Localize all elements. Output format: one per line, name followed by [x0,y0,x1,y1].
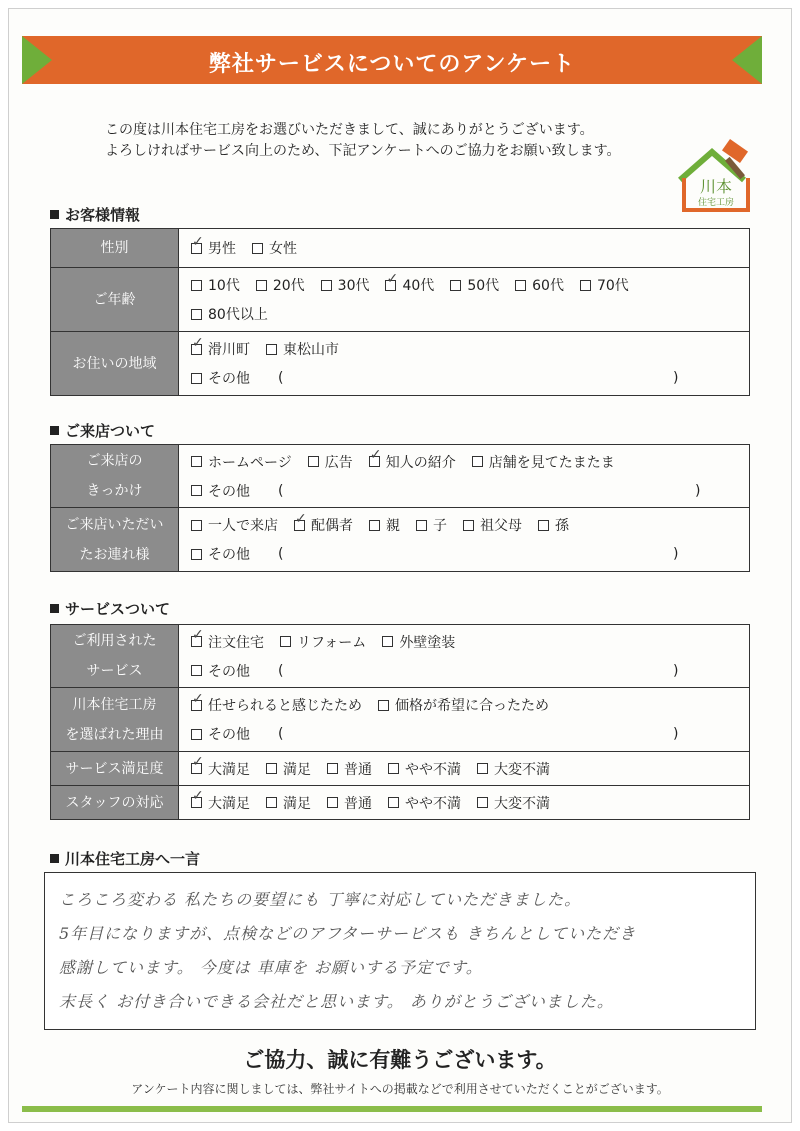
logo-text-2: 住宅工房 [697,198,735,208]
option-exterior-paint[interactable]: 外壁塗装 [382,632,455,652]
checkbox-checked[interactable] [385,280,396,291]
option-age-60[interactable]: 60代 [515,275,564,295]
option-sat-slightly-bad[interactable]: やや不満 [388,759,461,779]
checkbox[interactable] [191,280,202,291]
checkbox[interactable] [450,280,461,291]
section-comment-title: 川本住宅工房へ一言 [50,848,200,869]
option-walk-in[interactable]: 店舗を見てたまたま [472,452,615,472]
checkbox[interactable] [191,373,202,384]
checkbox[interactable] [416,520,427,531]
option-age-40[interactable]: ✓ 40代 [385,275,434,295]
checkbox[interactable] [191,485,202,496]
option-female[interactable]: 女性 [252,238,297,258]
paren-close: ) [695,482,701,499]
gender-row [51,229,749,267]
checkbox-checked[interactable] [191,763,202,774]
comment-line: 感謝しています。 今度は 車庫を お願いする予定です。 [59,958,483,977]
thanks-message: ご協力、誠に有難うございます。 [243,1048,557,1072]
reason-row [51,687,749,751]
section-visit-title: ご来店ついて [50,420,155,441]
checkbox-checked[interactable] [191,636,202,647]
option-spouse[interactable]: ✓ 配偶者 [294,515,353,535]
age-row [51,267,749,331]
option-staff-very-bad[interactable]: 大変不満 [477,793,550,813]
checkbox[interactable] [472,456,483,467]
option-companion-other[interactable]: その他 [191,544,250,564]
section-service-title: サービスついて [50,598,170,619]
option-parent[interactable]: 親 [369,515,400,535]
option-age-10[interactable]: 10代 [191,275,240,295]
paren-close: ) [673,726,679,742]
staff-row [51,785,749,819]
paren-close: ) [673,662,679,679]
option-grandchild[interactable]: 孫 [538,515,569,535]
option-reform[interactable]: リフォーム [280,632,366,652]
companion-label: ご来店いただい たお連れ様 [51,508,179,571]
option-child[interactable]: 子 [416,515,447,535]
option-sat-normal[interactable]: 普通 [327,759,372,779]
checkbox[interactable] [538,520,549,531]
reason-label: 川本住宅工房 を選ばれた理由 [51,688,179,751]
checkbox[interactable] [191,729,202,740]
checkbox[interactable] [327,797,338,808]
paren-open: ( [278,546,284,562]
option-sat-very[interactable]: ✓ 大満足 [191,759,250,779]
section-customer-title: お客様情報 [50,204,140,225]
checkbox-checked[interactable] [369,456,380,467]
checkbox-checked[interactable] [191,344,202,355]
checkbox-checked[interactable] [191,243,202,254]
visit-table [50,444,750,572]
option-age-20[interactable]: 20代 [256,275,305,295]
checkbox[interactable] [280,636,291,647]
comment-line: 5年目になりますが、点検などのアフターサービスも きちんとしていただき [59,924,637,943]
checkbox[interactable] [388,797,399,808]
comment-box[interactable] [44,872,756,1030]
option-grandparent[interactable]: 祖父母 [463,515,522,535]
paren-close: ) [673,370,679,386]
paren-open: ( [278,726,284,742]
option-staff-very[interactable]: ✓ 大満足 [191,793,250,813]
satisfaction-row [51,751,749,785]
checkbox[interactable] [321,280,332,291]
option-sat[interactable]: 満足 [266,759,311,779]
comment-line: 末長く お付き合いできる会社だと思います。 ありがとうございました。 [59,992,614,1011]
page-title: 弊社サービスについてのアンケート [208,52,576,77]
checkbox[interactable] [463,520,474,531]
option-age-80[interactable]: 80代以上 [191,304,268,324]
used-service-label: ご利用された サービス [51,625,179,687]
option-price[interactable]: 価格が希望に合ったため [378,695,549,715]
area-row [51,331,749,395]
checkbox-checked[interactable] [191,797,202,808]
option-used-other[interactable]: その他 [191,661,250,681]
paren-open: ( [278,370,284,386]
checkbox-checked[interactable] [294,520,305,531]
option-referral[interactable]: ✓ 知人の紹介 [369,452,456,472]
checkbox[interactable] [191,520,202,531]
checkbox[interactable] [327,763,338,774]
option-custom-house[interactable]: ✓ 注文住宅 [191,632,264,652]
option-namegawa[interactable]: ✓ 滑川町 [191,339,250,359]
title-banner [22,36,762,84]
paren-close: ) [673,546,679,562]
checkbox[interactable] [308,456,319,467]
option-age-50[interactable]: 50代 [450,275,499,295]
checkbox-checked[interactable] [191,700,202,711]
checkbox[interactable] [266,763,277,774]
age-label: ご年齢 [51,268,179,331]
option-staff[interactable]: 満足 [266,793,311,813]
checkbox[interactable] [252,243,263,254]
satisfaction-label: サービス満足度 [51,752,179,785]
option-age-30[interactable]: 30代 [321,275,370,295]
checkbox[interactable] [191,456,202,467]
checkbox[interactable] [378,700,389,711]
paren-open: ( [278,482,284,499]
checkbox[interactable] [382,636,393,647]
checkbox[interactable] [388,763,399,774]
option-male[interactable]: ✓ 男性 [191,238,236,258]
option-alone[interactable]: 一人で来店 [191,515,278,535]
used-service-row [51,625,749,687]
area-label: お住いの地域 [51,332,179,395]
gender-label: 性別 [51,229,179,267]
option-higashimatsuyama[interactable]: 東松山市 [266,339,339,359]
checkbox[interactable] [191,549,202,560]
option-reason-other[interactable]: その他 [191,724,250,744]
paren-open: ( [278,662,284,679]
option-age-70[interactable]: 70代 [580,275,629,295]
service-table [50,624,750,820]
comment-line: ころころ変わる 私たちの要望にも 丁寧に対応していただきました。 [59,890,582,909]
checkbox[interactable] [191,665,202,676]
checkbox[interactable] [515,280,526,291]
staff-label: スタッフの対応 [51,786,179,819]
checkbox[interactable] [191,309,202,320]
footer-bar [22,1106,762,1112]
usage-note: アンケート内容に関しましては、弊社サイトへの掲載などで利用させていただくことがございます。 [131,1082,669,1096]
checkbox[interactable] [256,280,267,291]
option-sat-very-bad[interactable]: 大変不満 [477,759,550,779]
checkbox[interactable] [369,520,380,531]
checkbox[interactable] [477,763,488,774]
company-logo-icon [672,138,764,218]
checkbox[interactable] [266,344,277,355]
intro-text [105,120,620,162]
checkbox[interactable] [266,797,277,808]
checkbox[interactable] [477,797,488,808]
intro-line-1: この度は川本住宅工房をお選びいただきまして、誠にありがとうございます。 [105,122,594,138]
option-ad[interactable]: 広告 [308,452,353,472]
trigger-label: ご来店の きっかけ [51,445,179,507]
trigger-row [51,445,749,507]
option-staff-slightly-bad[interactable]: やや不満 [388,793,461,813]
checkbox[interactable] [580,280,591,291]
option-homepage[interactable]: ホームページ [191,452,292,472]
option-trigger-other[interactable]: その他 [191,481,250,501]
customer-table [50,228,750,396]
intro-line-2: よろしければサービス向上のため、下記アンケートへのご協力をお願い致します。 [105,143,621,159]
logo-text-1: 川本 [699,177,733,196]
option-area-other[interactable]: その他 [191,368,250,388]
companion-row [51,507,749,571]
option-trust[interactable]: ✓ 任せられると感じたため [191,695,362,715]
option-staff-normal[interactable]: 普通 [327,793,372,813]
